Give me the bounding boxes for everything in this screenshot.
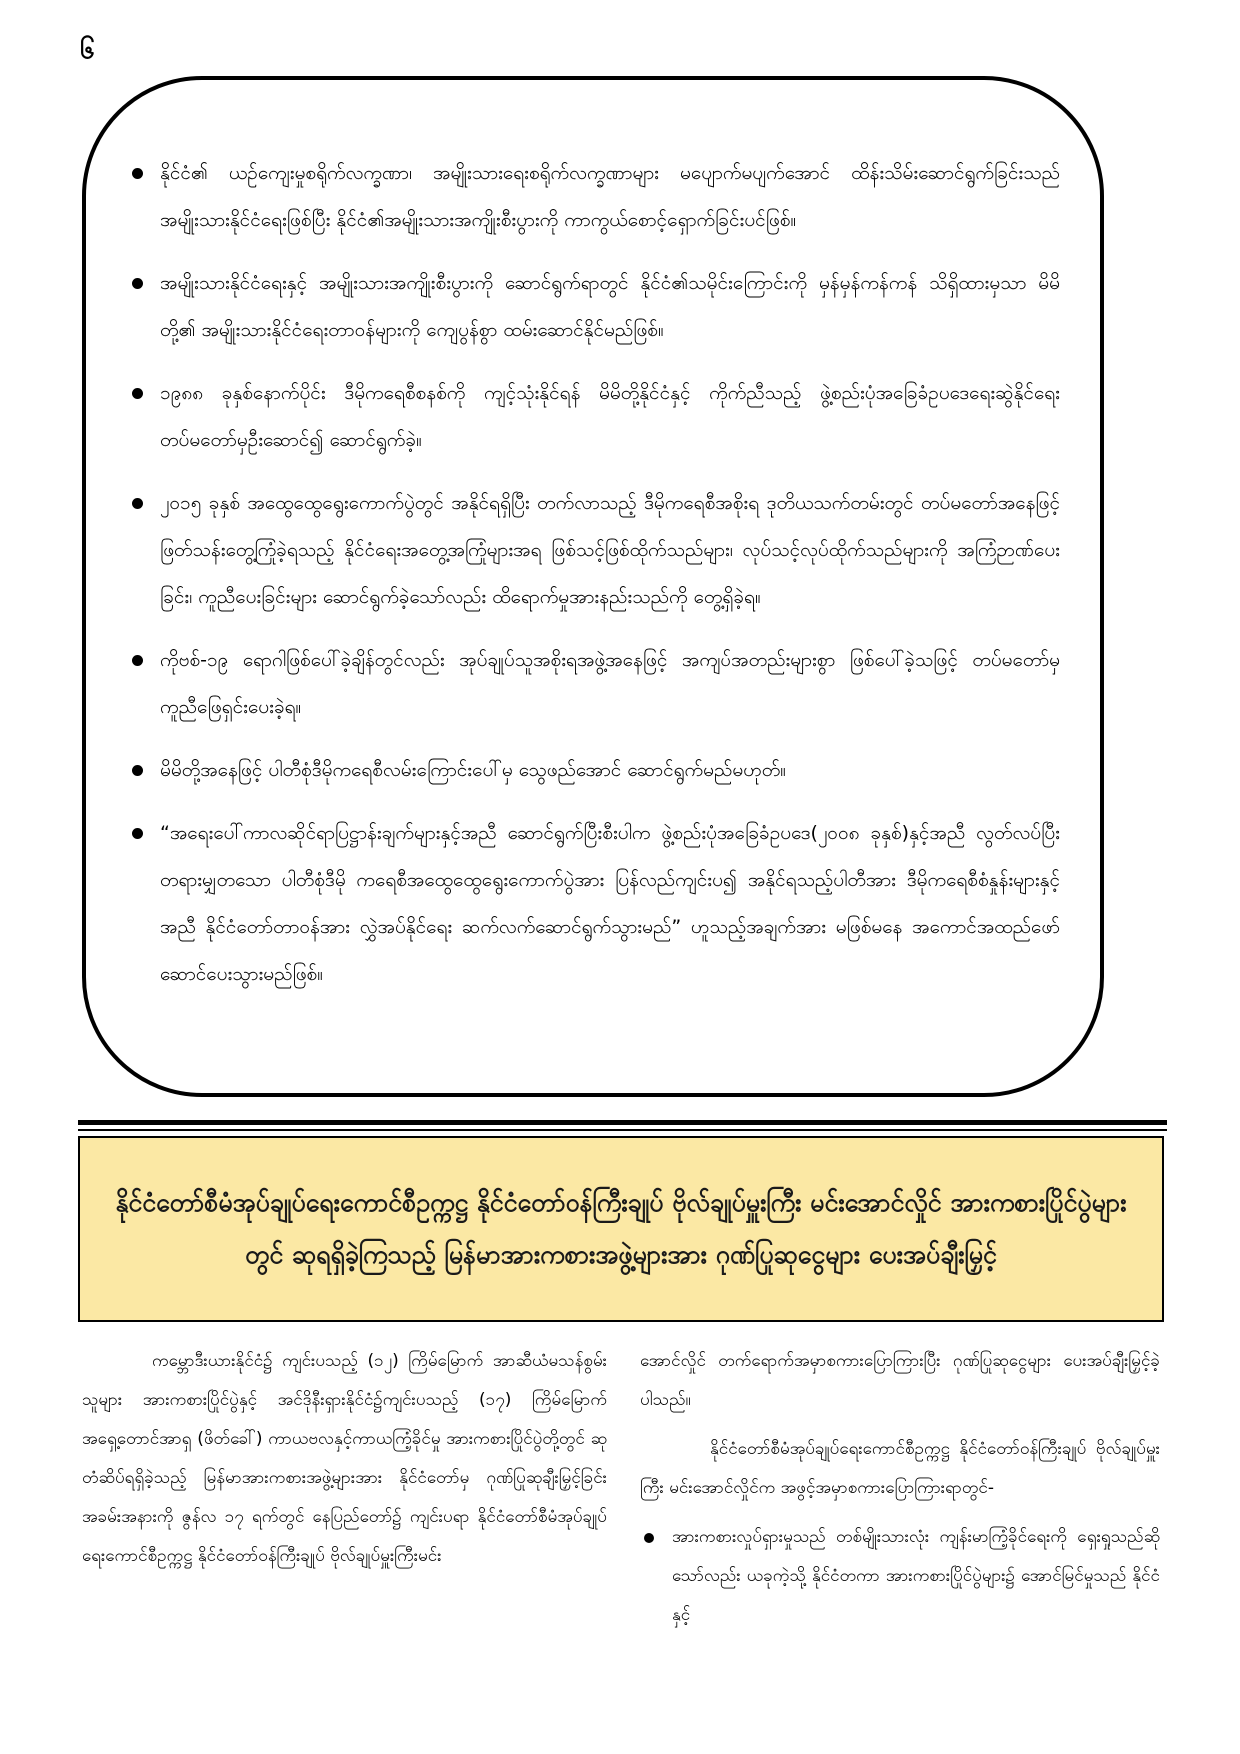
summary-bullet-text: ကိုဗစ်-၁၉ ရောဂါဖြစ်ပေါ်ခဲ့ချိန်တွင်လည်း အုပ်ချုပ်သူအစိုးရအဖွဲ့အနေဖြင့် အကျပ်အတည်းများစွာ ဖြစ်ပေါ်ခဲ့သဖြင့် တပ်မတော်မှ ကူညီဖြေရှင်းပေးခဲ့ရ။ [160,649,1060,718]
summary-bullet-item [160,747,1060,794]
summary-bullet-item [160,810,1060,998]
article-column-left [82,1342,607,1586]
bullet-icon [132,765,143,776]
summary-bullet-text: ၂၀၁၅ ခုနှစ် အထွေထွေရွေးကောက်ပွဲတွင် အနိုင်ရရှိပြီး တက်လာသည့် ဒီမိုကရေစီအစိုးရ ဒုတိယသက်တမ်းတွင် တပ်မတော်အနေဖြင့် ဖြတ်သန်းတွေ့ကြုံခဲ့ရသည့် နိုင်ငံရေးအတွေ့အကြုံများအရ ဖြစ်သင့်ဖြစ်ထိုက်သည်များ၊ လုပ်သင့်လုပ်ထိုက်သည်များကို အကြံဉာဏ်ပေးခြင်း၊ ကူညီပေးခြင်းများ ဆောင်ရွက်ခဲ့သော်လည်း ထိရောက်မှုအားနည်းသည်ကို တွေ့ရှိခဲ့ရ။ [160,492,1060,608]
article-paragraph: ကမ္ဘောဒီးယားနိုင်ငံ၌ ကျင်းပသည့် (၁၂) ကြိမ်မြောက် အာဆီယံမသန်စွမ်းသူများ အားကစားပြိုင်ပွဲနှင့် အင်ဒိုနီးရှားနိုင်ငံ၌ကျင်းပသည့် (၁၇) ကြိမ်မြောက် အရှေ့တောင်အာရှ (ဖိတ်ခေါ်) ကာယဗလနှင့်ကာယကြံ့ခိုင်မှု အားကစားပြိုင်ပွဲတို့တွင် ဆုတံဆိပ်ရရှိခဲ့သည့် မြန်မာအားကစားအဖွဲ့များအား နိုင်ငံတော်မှ ဂုဏ်ပြုဆုချီးမြှင့်ခြင်းအခမ်းအနားကို ဇွန်လ ၁၇ ရက်တွင် နေပြည်တော်၌ ကျင်းပရာ နိုင်ငံတော်စီမံအုပ်ချုပ်ရေးကောင်စီဥက္ကဋ္ဌ နိုင်ငံတော်ဝန်ကြီးချုပ် ဗိုလ်ချုပ်မှူးကြီးမင်း [82,1351,607,1566]
summary-bullet-item [160,637,1060,731]
bullet-icon [132,388,143,399]
bullet-icon [644,1533,654,1543]
article-bullet-item [640,1518,1160,1635]
bullet-icon [132,278,143,289]
summary-bullet-text: မိမိတို့အနေဖြင့် ပါတီစုံဒီမိုကရေစီလမ်းကြောင်းပေါ်မှ သွေဖည်အောင် ဆောင်ရွက်မည်မဟုတ်။ [160,759,787,781]
bullet-icon [132,498,143,509]
article-paragraph: နိုင်ငံတော်စီမံအုပ်ချုပ်ရေးကောင်စီဥက္ကဋ္ဌ နိုင်ငံတော်ဝန်ကြီးချုပ် ဗိုလ်ချုပ်မှူးကြီး မင်းအောင်လှိုင်က အဖွင့်အမှာစကားပြောကြားရာတွင်- [640,1439,1160,1498]
summary-bullet-item [160,150,1060,244]
section-divider [78,1120,1167,1125]
section-divider-thin [78,1129,1167,1131]
summary-bullet-text: ၁၉၈၈ ခုနှစ်နောက်ပိုင်း ဒီမိုကရေစီစနစ်ကို ကျင့်သုံးနိုင်ရန် မိမိတို့နိုင်ငံနှင့် ကိုက်ညီသည့် ဖွဲ့စည်းပုံအခြေခံဥပဒေရေးဆွဲနိုင်ရေး တပ်မတော်မှဦးဆောင်၍ ဆောင်ရွက်ခဲ့။ [160,382,1060,451]
article-paragraph-continued: အောင်လှိုင် တက်ရောက်အမှာစကားပြောကြားပြီး ဂုဏ်ပြုဆုငွေများ ပေးအပ်ချီးမြှင့်ခဲ့ပါသည်။ [640,1351,1160,1410]
article-bullet-text: အားကစားလှုပ်ရှားမှုသည် တစ်မျိုးသားလုံး ကျန်းမာကြံ့ခိုင်ရေးကို ရှေးရှုသည်ဆိုသော်လည်း ယခုကဲ့သို့ နိုင်ငံတကာ အားကစားပြိုင်ပွဲများ၌ အောင်မြင်မှုသည် နိုင်ငံနှင့် [672,1527,1160,1625]
summary-bullet-text: အမျိုးသားနိုင်ငံရေးနှင့် အမျိုးသားအကျိုးစီးပွားကို ဆောင်ရွက်ရာတွင် နိုင်ငံ၏သမိုင်းကြောင်းကို မှန်မှန်ကန်ကန် သိရှိထားမှသာ မိမိတို့၏ အမျိုးသားနိုင်ငံရေးတာဝန်များကို ကျေပွန်စွာ ထမ်းဆောင်နိုင်မည်ဖြစ်။ [160,272,1060,341]
article-column-right [640,1342,1160,1635]
bullet-icon [132,828,143,839]
article-bullet-list [640,1518,1160,1635]
summary-bullet-item [160,370,1060,464]
bullet-icon [132,655,143,666]
summary-bullet-text: နိုင်ငံ၏ ယဉ်ကျေးမှုစရိုက်လက္ခဏာ၊ အမျိုးသားရေးစရိုက်လက္ခဏာများ မပျောက်မပျက်အောင် ထိန်းသိမ်းဆောင်ရွက်ခြင်းသည် အမျိုးသားနိုင်ငံရေးဖြစ်ပြီး နိုင်ငံ၏အမျိုးသားအကျိုးစီးပွားကို ကာကွယ်စောင့်ရှောက်ခြင်းပင်ဖြစ်။ [160,162,1060,231]
summary-bullet-text: “အရေးပေါ်ကာလဆိုင်ရာပြဋ္ဌာန်းချက်များနှင့်အညီ ဆောင်ရွက်ပြီးစီးပါက ဖွဲ့စည်းပုံအခြေခံဥပဒေ(၂၀၀၈ ခုနှစ်)နှင့်အညီ လွတ်လပ်ပြီး တရားမျှတသော ပါတီစုံဒီမို ကရေစီအထွေထွေရွေးကောက်ပွဲအား ပြန်လည်ကျင်းပ၍ အနိုင်ရသည့်ပါတီအား ဒီမိုကရေစီစံနှုန်းများနှင့်အညီ နိုင်ငံတော်တာဝန်အား လွှဲအပ်နိုင်ရေး ဆက်လက်ဆောင်ရွက်သွားမည်” ဟူသည့်အချက်အား မဖြစ်မနေ အကောင်အထည်ဖော်ဆောင်ပေးသွားမည်ဖြစ်။ [160,822,1060,985]
article-headline-box [78,1136,1164,1322]
summary-bullet-item [160,480,1060,621]
summary-bullet-item [160,260,1060,354]
page-number: ၆ [80,35,95,65]
summary-bullet-list [160,150,1060,1014]
bullet-icon [132,168,143,179]
article-headline: နိုင်ငံတော်စီမံအုပ်ချုပ်ရေးကောင်စီဥက္ကဋ္ဌ နိုင်ငံတော်ဝန်ကြီးချုပ် ဗိုလ်ချုပ်မှူးကြီး မင်းအောင်လှိုင် အားကစားပြိုင်ပွဲများတွင် ဆုရရှိခဲ့ကြသည့် မြန်မာအားကစားအဖွဲ့များအား ဂုဏ်ပြုဆုငွေများ ပေးအပ်ချီးမြှင့် [115,1188,1127,1269]
